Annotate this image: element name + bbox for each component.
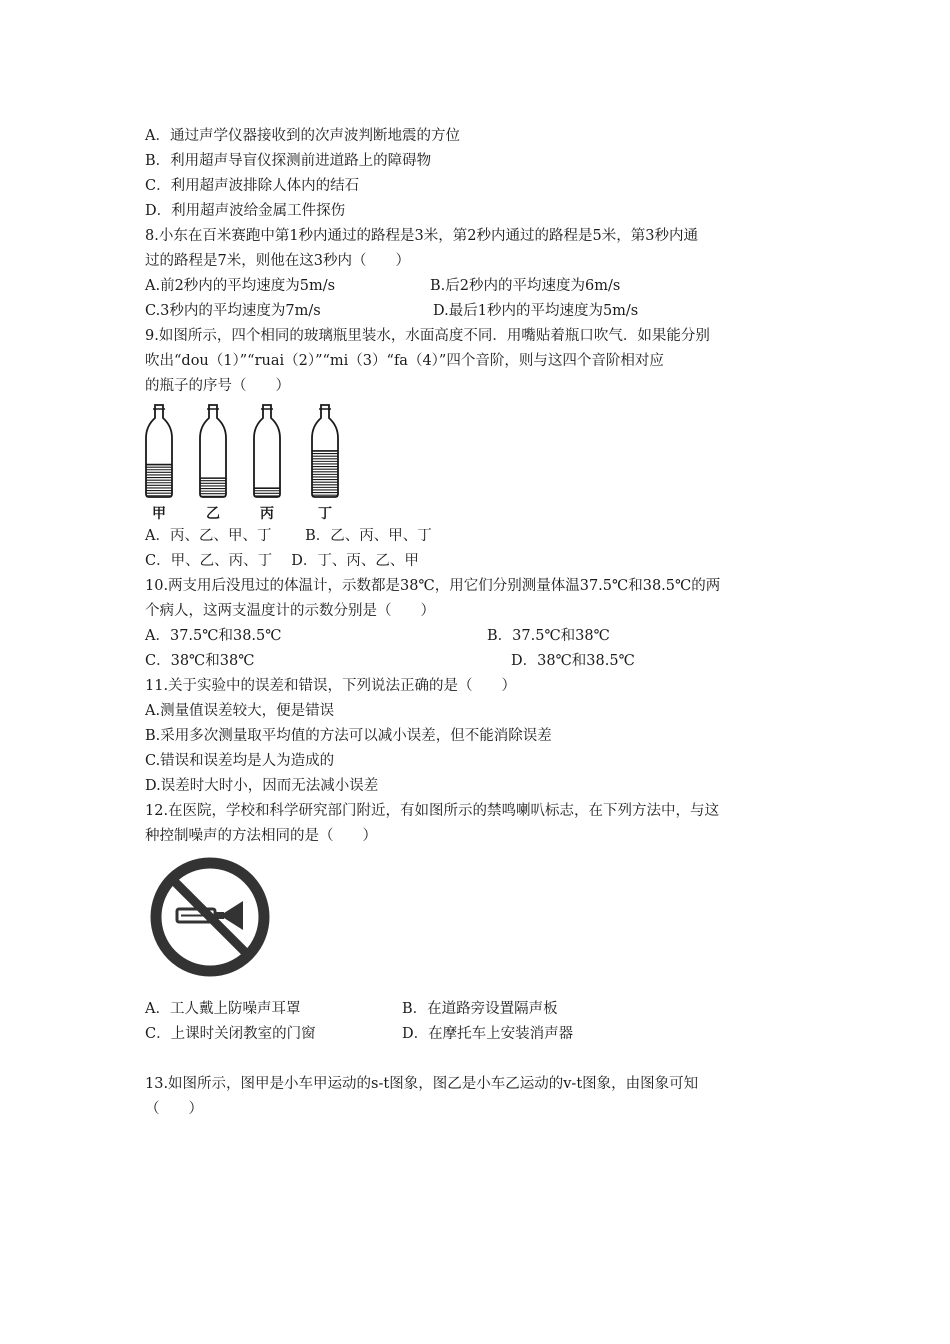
q7-option-c: C．利用超声波排除人体内的结石 xyxy=(145,178,360,194)
q11-option-d: D.误差时大时小，因而无法减小误差 xyxy=(145,778,379,794)
q8-stem-line1: 8.小东在百米赛跑中第1秒内通过的路程是3米，第2秒内通过的路程是5米，第3秒内通 xyxy=(145,228,698,244)
no-horn-sign-figure xyxy=(148,855,272,979)
q11-stem: 11.关于实验中的误差和错误，下列说法正确的是（ ） xyxy=(145,678,517,694)
q9-options-cd: C．甲、乙、丙、丁 D．丁、丙、乙、甲 xyxy=(145,553,419,569)
q10-stem-line2: 个病人，这两支温度计的示数分别是（ ） xyxy=(145,603,435,619)
q13-stem-line2: （ ） xyxy=(145,1101,203,1117)
q10-option-d: D．38℃和38.5℃ xyxy=(511,653,635,669)
q11-option-a: A.测量值误差较大，便是错误 xyxy=(145,703,335,719)
q8-option-d: D.最后1秒内的平均速度为5m/s xyxy=(433,303,639,319)
q12-option-b: B．在道路旁设置隔声板 xyxy=(402,1001,558,1017)
bottle-label: 甲 xyxy=(152,506,166,522)
q12-stem-line1: 12.在医院，学校和科学研究部门附近，有如图所示的禁鸣喇叭标志，在下列方法中，与这 xyxy=(145,803,720,819)
bottle-3 xyxy=(253,405,281,522)
bottle-1 xyxy=(145,405,173,522)
q7-option-b: B．利用超声导盲仪探测前进道路上的障碍物 xyxy=(145,153,432,169)
q9-stem-line1: 9.如图所示，四个相同的玻璃瓶里装水，水面高度不同．用嘴贴着瓶口吹气．如果能分别 xyxy=(145,328,710,344)
q12-stem-line2: 种控制噪声的方法相同的是（ ） xyxy=(145,828,377,844)
q9-stem-line2: 吹出“dou（1）”“ruai（2）”“mi（3）“fa（4）”四个音阶，则与这四个音阶相对应 xyxy=(145,353,664,369)
q9-options-ab: A．丙、乙、甲、丁 B．乙、丙、甲、丁 xyxy=(145,528,432,544)
bottle-water xyxy=(145,465,173,496)
q10-option-a: A．37.5℃和38.5℃ xyxy=(145,628,282,644)
q7-option-a: A．通过声学仪器接收到的次声波判断地震的方位 xyxy=(145,128,460,144)
bottle-label: 丁 xyxy=(318,506,332,522)
bottle-water xyxy=(199,478,227,496)
bottle-4 xyxy=(311,405,339,522)
q12-option-a: A．工人戴上防噪声耳罩 xyxy=(145,1001,301,1017)
q11-option-b: B.采用多次测量取平均值的方法可以减小误差，但不能消除误差 xyxy=(145,728,552,744)
bottle-2 xyxy=(199,405,227,522)
bottle-water xyxy=(311,451,339,495)
q8-stem-line2: 过的路程是7米，则他在这3秒内（ ） xyxy=(145,253,410,269)
bottle-water xyxy=(253,488,281,496)
bottle-label: 乙 xyxy=(206,506,220,522)
q11-option-c: C.错误和误差均是人为造成的 xyxy=(145,753,335,769)
q10-option-b: B．37.5℃和38℃ xyxy=(487,628,610,644)
q10-stem-line1: 10.两支用后没甩过的体温计，示数都是38℃，用它们分别测量体温37.5℃和38.5℃的两 xyxy=(145,578,721,594)
q9-stem-line3: 的瓶子的序号（ ） xyxy=(145,378,290,394)
q8-option-c: C.3秒内的平均速度为7m/s xyxy=(145,303,321,319)
no-horn-sign xyxy=(148,855,272,979)
bottles-figure xyxy=(140,400,350,525)
q10-option-c: C．38℃和38℃ xyxy=(145,653,255,669)
bottle-label: 丙 xyxy=(260,506,274,522)
q8-option-b: B.后2秒内的平均速度为6m/s xyxy=(430,278,621,294)
q12-option-d: D．在摩托车上安装消声器 xyxy=(402,1026,574,1042)
q13-stem-line1: 13.如图所示，图甲是小车甲运动的s-t图象，图乙是小车乙运动的v-t图象，由图象可知 xyxy=(145,1076,699,1092)
q12-option-c: C．上课时关闭教室的门窗 xyxy=(145,1026,316,1042)
bottles-illustration xyxy=(140,400,350,525)
q7-option-d: D．利用超声波给金属工件探伤 xyxy=(145,203,346,219)
q8-option-a: A.前2秒内的平均速度为5m/s xyxy=(145,278,336,294)
